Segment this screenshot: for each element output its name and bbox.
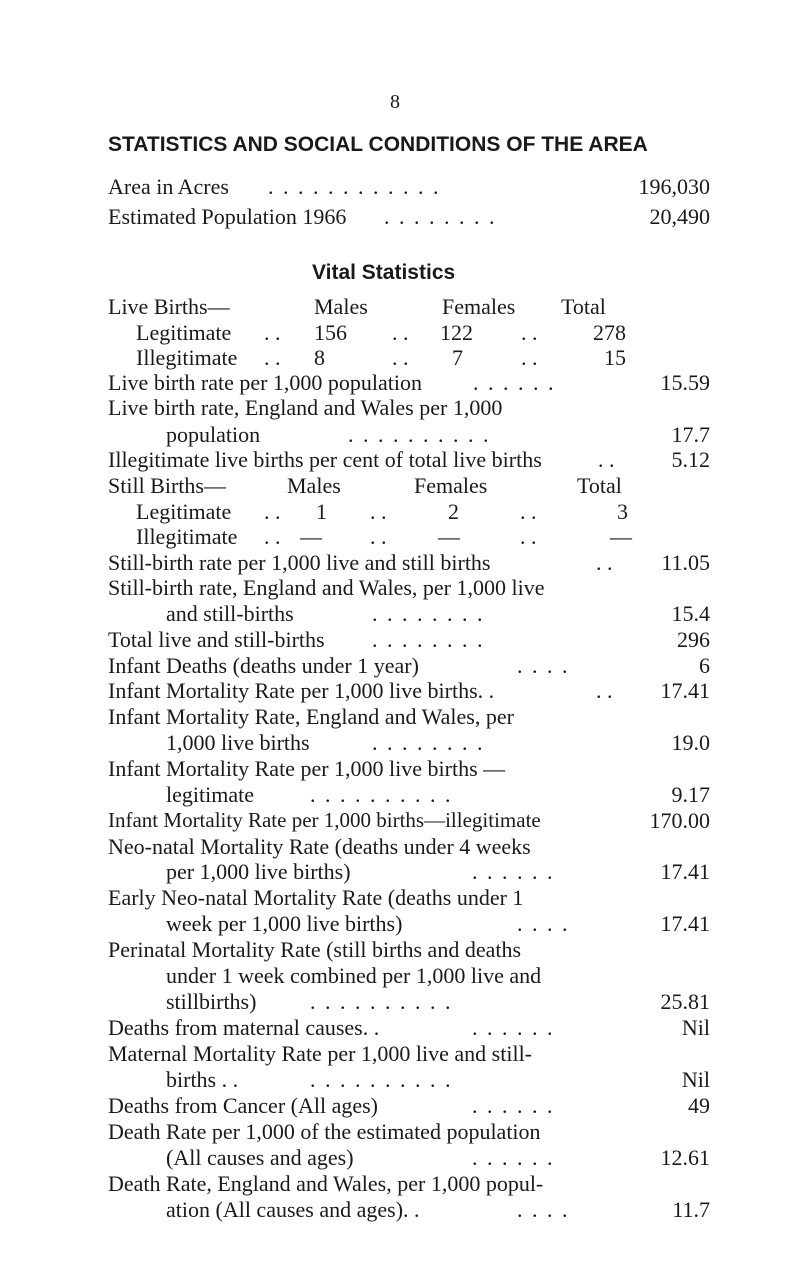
neonatal-rate-label: Neo-natal Mortality Rate (deaths under 4 weeks	[108, 834, 531, 859]
ew-live-birth-rate-label-2: population	[166, 422, 261, 447]
live-illegitimate-females: 7	[452, 345, 463, 370]
maternal-rate-label: Maternal Mortality Rate per 1,000 live and still-	[108, 1041, 533, 1066]
live-legitimate-label: Legitimate	[136, 320, 232, 345]
still-legitimate-label: Legitimate	[136, 499, 232, 524]
total-live-still-value: 296	[677, 627, 710, 652]
illegitimate-percent-label: Illegitimate live births per cent of total live births	[108, 447, 542, 472]
ew-live-birth-rate-label: Live birth rate, England and Wales per 1,000	[108, 395, 503, 420]
area-label: Area in Acres	[108, 174, 229, 199]
perinatal-rate-label-3: stillbirths)	[166, 989, 257, 1014]
still-illegitimate-dots-2: . .	[370, 524, 387, 549]
cancer-deaths-value: 49	[688, 1093, 710, 1118]
early-neonatal-rate-dots: . . . .	[517, 911, 570, 936]
ew-infant-rate-dots: . . . . . . . .	[372, 730, 485, 755]
ew-live-birth-rate-value: 17.7	[671, 422, 710, 447]
live-illegitimate-dots-3: . .	[521, 345, 538, 370]
live-legitimate-dots-3: . .	[521, 320, 538, 345]
ew-infant-rate-label-2: 1,000 live births	[166, 730, 310, 755]
maternal-rate-label-2: births . .	[166, 1067, 239, 1092]
maternal-rate-dots: . . . . . . . . . .	[310, 1067, 453, 1092]
maternal-rate-value: Nil	[681, 1067, 710, 1092]
perinatal-rate-dots: . . . . . . . . . .	[310, 989, 453, 1014]
area-value: 196,030	[638, 174, 710, 199]
live-births-label: Live Births—	[108, 294, 230, 319]
still-legitimate-total: 3	[617, 499, 628, 524]
live-legitimate-females: 122	[440, 320, 473, 345]
live-illegitimate-dots-2: . .	[392, 345, 409, 370]
population-label: Estimated Population 1966	[108, 204, 347, 229]
infant-deaths-label: Infant Deaths (deaths under 1 year)	[108, 653, 419, 678]
population-value: 20,490	[649, 204, 710, 229]
ew-death-rate-label-2: ation (All causes and ages). .	[166, 1197, 420, 1222]
total-live-still-label: Total live and still-births	[108, 627, 325, 652]
early-neonatal-rate-label-2: week per 1,000 live births)	[166, 911, 403, 936]
infant-rate-label: Infant Mortality Rate per 1,000 live births. .	[108, 678, 495, 703]
total-live-still-dots: . . . . . . . .	[372, 627, 485, 652]
still-births-males-header: Males	[287, 473, 341, 498]
ew-infant-rate-label: Infant Mortality Rate, England and Wales, per	[108, 704, 514, 729]
live-legitimate-dots: . .	[264, 320, 281, 345]
early-neonatal-rate-value: 17.41	[660, 911, 710, 936]
still-birth-rate-value: 11.05	[661, 550, 710, 575]
still-illegitimate-total: —	[610, 524, 632, 549]
area-leader-dots: . . . . . . . . . . . .	[268, 174, 441, 199]
death-rate-label: Death Rate per 1,000 of the estimated population	[108, 1119, 541, 1144]
live-births-males-header: Males	[314, 294, 368, 319]
infant-rate-legitimate-dots: . . . . . . . . . .	[310, 782, 453, 807]
still-legitimate-dots: . .	[264, 499, 281, 524]
ew-still-birth-rate-label-2: and still-births	[166, 601, 294, 626]
live-legitimate-total: 278	[593, 320, 626, 345]
perinatal-rate-value: 25.81	[660, 989, 710, 1014]
live-legitimate-dots-2: . .	[392, 320, 409, 345]
page-title: STATISTICS AND SOCIAL CONDITIONS OF THE AREA	[108, 133, 648, 156]
maternal-deaths-value: Nil	[681, 1015, 710, 1040]
page-number: 8	[390, 91, 400, 113]
still-births-total-header: Total	[577, 473, 622, 498]
infant-rate-value: 17.41	[660, 678, 710, 703]
population-leader-dots: . . . . . . . .	[384, 204, 497, 229]
live-illegitimate-dots: . .	[264, 345, 281, 370]
live-illegitimate-total: 15	[604, 345, 626, 370]
illegitimate-percent-dots: . .	[598, 447, 615, 472]
ew-live-birth-rate-dots: . . . . . . . . . .	[348, 422, 491, 447]
infant-rate-dots: . .	[596, 678, 613, 703]
still-illegitimate-females: —	[438, 524, 460, 549]
live-births-total-header: Total	[561, 294, 606, 319]
illegitimate-percent-value: 5.12	[671, 447, 710, 472]
early-neonatal-rate-label: Early Neo-natal Mortality Rate (deaths under 1	[108, 885, 524, 910]
ew-death-rate-dots: . . . .	[517, 1197, 570, 1222]
still-birth-rate-dots: . .	[596, 550, 613, 575]
ew-death-rate-value: 11.7	[672, 1197, 710, 1222]
still-births-females-header: Females	[414, 473, 488, 498]
still-illegitimate-label: Illegitimate	[136, 524, 238, 549]
still-legitimate-males: 1	[316, 499, 327, 524]
still-legitimate-females: 2	[448, 499, 459, 524]
perinatal-rate-label-2: under 1 week combined per 1,000 live and	[166, 963, 542, 988]
maternal-deaths-dots: . . . . . .	[472, 1015, 555, 1040]
still-illegitimate-males: —	[300, 524, 322, 549]
infant-rate-illegitimate-value: 170.00	[649, 808, 710, 833]
live-illegitimate-label: Illegitimate	[136, 345, 238, 370]
cancer-deaths-label: Deaths from Cancer (All ages)	[108, 1093, 379, 1118]
infant-rate-illegitimate-label: Infant Mortality Rate per 1,000 births—illegitimate	[108, 808, 541, 832]
live-births-females-header: Females	[442, 294, 516, 319]
still-illegitimate-dots-3: . .	[520, 524, 537, 549]
maternal-deaths-label: Deaths from maternal causes. .	[108, 1015, 380, 1040]
still-legitimate-dots-3: . .	[520, 499, 537, 524]
infant-rate-legitimate-label-2: legitimate	[166, 782, 254, 807]
ew-infant-rate-value: 19.0	[671, 730, 710, 755]
ew-still-birth-rate-label: Still-birth rate, England and Wales, per 1,000 live	[108, 575, 545, 600]
cancer-deaths-dots: . . . . . .	[472, 1093, 555, 1118]
neonatal-rate-value: 17.41	[660, 859, 710, 884]
ew-death-rate-label: Death Rate, England and Wales, per 1,000 popul-	[108, 1171, 544, 1196]
still-legitimate-dots-2: . .	[370, 499, 387, 524]
infant-deaths-dots: . . . .	[517, 653, 570, 678]
infant-deaths-value: 6	[699, 653, 710, 678]
perinatal-rate-label: Perinatal Mortality Rate (still births and deaths	[108, 937, 522, 962]
still-illegitimate-dots: . .	[264, 524, 281, 549]
live-birth-rate-value: 15.59	[660, 370, 710, 395]
live-illegitimate-males: 8	[314, 345, 325, 370]
death-rate-dots: . . . . . .	[472, 1145, 555, 1170]
death-rate-label-2: (All causes and ages)	[166, 1145, 354, 1170]
infant-rate-legitimate-label: Infant Mortality Rate per 1,000 live births —	[108, 756, 506, 781]
infant-rate-legitimate-value: 9.17	[671, 782, 710, 807]
live-birth-rate-label: Live birth rate per 1,000 population	[108, 370, 423, 395]
death-rate-value: 12.61	[660, 1145, 710, 1170]
still-birth-rate-label: Still-birth rate per 1,000 live and still births	[108, 550, 491, 575]
ew-still-birth-rate-dots: . . . . . . . .	[372, 601, 485, 626]
live-legitimate-males: 156	[314, 320, 347, 345]
vital-statistics-heading: Vital Statistics	[312, 261, 456, 284]
ew-still-birth-rate-value: 15.4	[671, 601, 710, 626]
neonatal-rate-dots: . . . . . .	[472, 859, 555, 884]
still-births-label: Still Births—	[108, 473, 226, 498]
live-birth-rate-dots: . . . . . .	[473, 370, 556, 395]
neonatal-rate-label-2: per 1,000 live births)	[166, 859, 351, 884]
